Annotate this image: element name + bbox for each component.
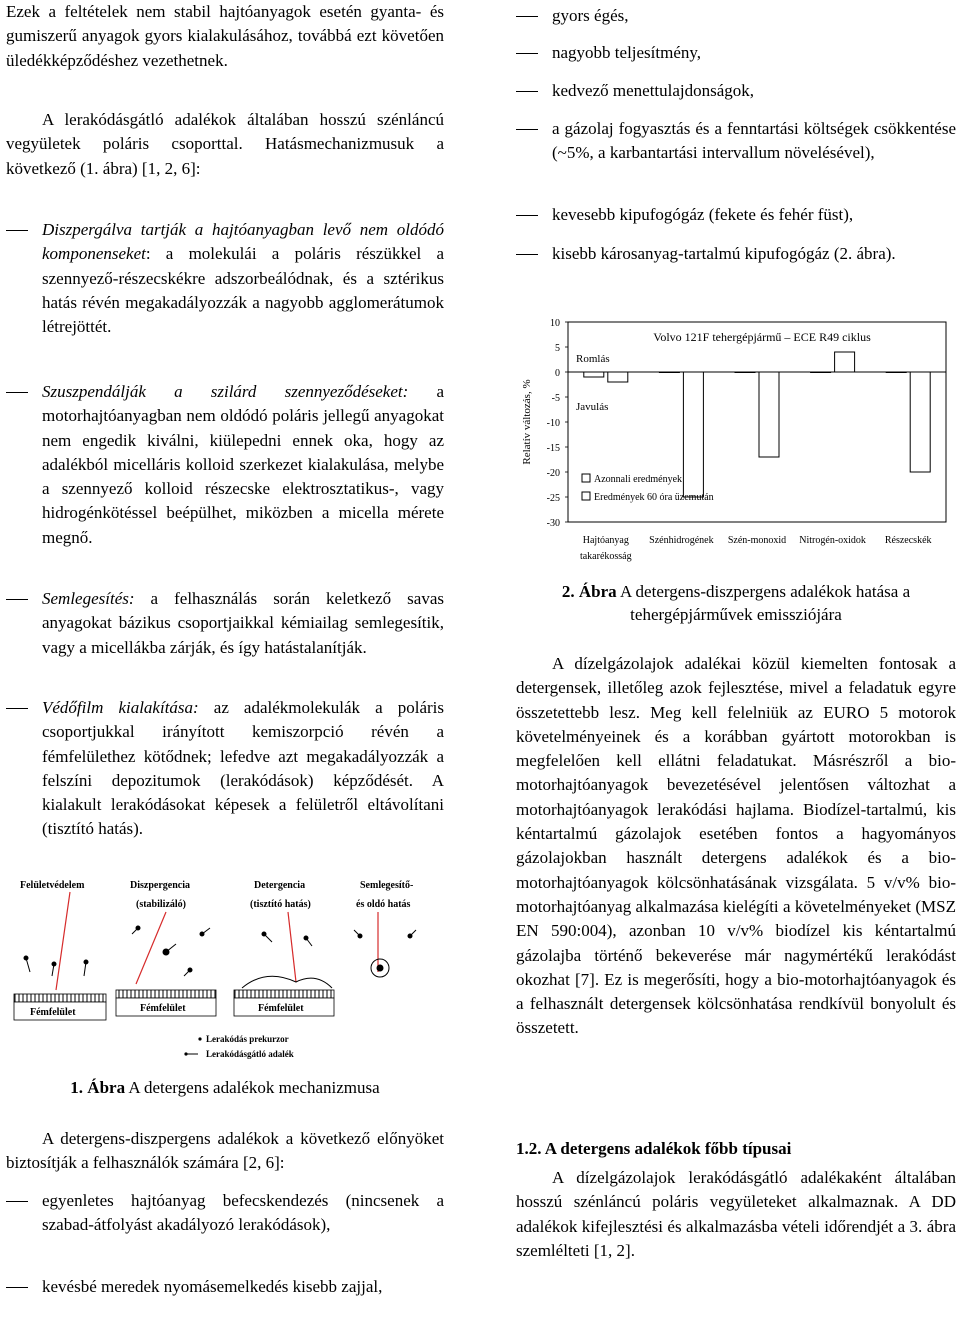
fig1-label-detergency: Detergencia	[254, 880, 306, 891]
y-tick-label: 0	[555, 368, 560, 379]
fig1-molecules	[24, 926, 416, 988]
paragraph-benefits-intro: A detergens-diszpergens adalékok a következő előnyöket biztosítják a felhasználók számára [2, 6]:	[6, 1129, 444, 1173]
bullet-fast-combustion: gyors égés,	[516, 4, 956, 28]
figure-2-caption-number: 2. Ábra	[561, 582, 617, 601]
y-tick-label: -20	[546, 468, 560, 479]
fig1-surface-label-3: Fémfelület	[258, 1003, 304, 1014]
bullet-uniform-injection: egyenletes hajtóanyag befecskendezés (nincsenek a szabad-átfolyást akadályozó lerakódások),	[6, 1189, 444, 1238]
x-category-label-2: Szén-monoxid	[727, 535, 787, 546]
y-tick-label: -15	[546, 443, 560, 454]
y-axis-label: Relatív változás, %	[521, 379, 533, 465]
annotation-worsening: Romlás	[576, 353, 610, 365]
x-category-label-1: Szénhidrogének	[649, 535, 714, 546]
bullet-driving-properties: kedvező menettulajdonságok,	[516, 79, 956, 103]
chart-title: Volvo 121F tehergépjármű – ECE R49 ciklus	[653, 330, 871, 344]
bullet-protective-film-title: Védőfilm kialakítása:	[42, 698, 199, 717]
legend-label-0: Azonnali eredmények	[594, 474, 683, 485]
bullet-neutralizing	[6, 587, 444, 660]
x-category-label-0: takarékosság	[579, 551, 632, 562]
fig1-surface-label-2: Fémfelület	[140, 1003, 186, 1014]
fig1-label-cleaning: (tisztító hatás)	[250, 899, 311, 910]
bar-immediate-0	[584, 372, 604, 377]
fig1-pointer-lines	[56, 892, 378, 990]
bullet-suspending-title: Szuszpendálják a szilárd szennyeződéseket:	[42, 382, 409, 401]
figure-1-mechanism	[6, 872, 444, 1062]
figure-1-caption-number: 1. Ábra	[70, 1078, 126, 1097]
legend-swatch-1	[582, 492, 590, 500]
bullet-dispersing	[6, 218, 444, 339]
bar-immediate-4	[886, 372, 906, 373]
bar-immediate-1	[659, 372, 679, 373]
x-category-label-4: Részecskék	[884, 535, 932, 546]
bullet-protective-film	[6, 696, 444, 842]
y-tick-label: 5	[555, 343, 560, 354]
paragraph-detergent-types: A dízelgázolajok lerakódásgátló adalékaként általában hosszú szénláncú poláris vegyületeket alkalmaznak. A DD adalékok kifejlesztési és alkalmazásba vételi időrendjét a 3. ábra szemlélteti [1, 2].	[516, 1168, 956, 1260]
paragraph-intro: Ezek a feltételek nem stabil hajtóanyagok esetén gyanta- és gumiszerű anyagok gyors kialakulásához, továbbá ezt követően üledékképződéshez vezethetnek.	[6, 2, 444, 70]
figure-1-caption-text: A detergens adalékok mechanizmusa	[125, 1078, 380, 1097]
fig1-label-dispersancy: Diszpergencia	[130, 880, 190, 891]
fig1-label-surface-protection: Felületvédelem	[20, 880, 85, 891]
bullet-higher-performance: nagyobb teljesítmény,	[516, 41, 956, 65]
bullet-protective-film-text: az adalékmolekulák a poláris csoportjukkal irányított kemiszorpció révén a fémfelülethez kötődnek; lefedve azt megakadályozzák a felszíni depozitumok (lerakódások) képződését. A kialakult lerakódásokat képesek a felületről eltávolítani (tisztító hatás).	[42, 698, 444, 839]
y-tick-label: 10	[550, 318, 560, 329]
bullet-less-exhaust: kevesebb kipufogógáz (fekete és fehér füst),	[516, 203, 956, 227]
bullet-neutralizing-title: Semlegesítés:	[42, 589, 135, 608]
y-tick-label: -5	[551, 393, 560, 404]
bullet-dispersing-text: : a molekulái a poláris részükkel a szennyező-részecskékre adszorbeálódnak, és a sztérikus hatás révén megakadályozzák a nagyobb agglomerátumok létrejöttét.	[42, 244, 444, 337]
figure-1-caption	[6, 1076, 444, 1099]
bullet-neutralizing-text: a felhasználás során keletkező savas anyagokat bázikus csoportjaikkal kémiailag semlegesítik, vagy a micellákba zárják, és így hatástalanítják.	[42, 589, 444, 657]
bullet-dispersing-title: Diszpergálva tartják a hajtóanyagban levő nem oldódó komponenseket	[42, 220, 444, 264]
bar-immediate-3	[811, 372, 831, 373]
y-tick-label: -25	[546, 493, 560, 504]
fig1-legend-additive: Lerakódásgátló adalék	[206, 1049, 294, 1059]
annotation-improvement: Javulás	[576, 401, 609, 413]
bar-60h-3	[835, 352, 855, 372]
figure-2-caption	[516, 580, 956, 626]
fig1-label-dissolving: és oldó hatás	[356, 899, 411, 910]
bullet-suspending	[6, 380, 444, 550]
legend-swatch-0	[582, 474, 590, 482]
paragraph-detergent-development: A dízelgázolajok adalékai közül kiemelten fontosak a detergensek, illetőleg azok fejlesztése, mivel a feladatuk egyre összetettebb lesz. Meg kell felelniük az EURO 5 motorok követelményeinek és a korábban gyártott motorokban is megfelelően kell ellátni feladatukat. Másrészről a bio-motorhajtóanyagok bevezetésével jelentősen változhat a motorhajtóanyagok lerakódási hajlama. Biodízel-tartalmú, kis kéntartalmú gázolajok esetében fontos a hagyományos gázolajokban használt detergens adalékok és a bio-motorhajtóanyagok kölcsönhatásának vizsgálata. 5 v/v% bio-motorhajtóanyag alkalmazása kielégíti a követelményeket (MSZ EN 590:004), azonban 10 v/v% biodízel kis kéntartalmú gázolajba történő bekeverése már nagymértékű lerakódást okozhat [7]. Ez is megerősíti, hogy a bio-motorhajtóanyagok és a felhasznált detergensek kölcsönhatása rendkívül bonyolult és összetett.	[516, 654, 956, 1038]
bullet-lower-emissions: kisebb károsanyag-tartalmú kipufogógáz (2. ábra).	[516, 242, 956, 266]
section-heading-detergent-types: 1.2. A detergens adalékok főbb típusai	[516, 1139, 792, 1158]
bar-60h-2	[759, 372, 779, 457]
bar-60h-1	[683, 372, 703, 497]
fig1-surface-label-1: Fémfelület	[30, 1007, 76, 1018]
bullet-pressure-rise: kevésbé meredek nyomásemelkedés kisebb zajjal,	[6, 1275, 444, 1299]
fig1-label-neutralizing: Semlegesítő-	[360, 880, 414, 891]
figure-2-emission-chart	[516, 310, 956, 570]
paragraph-mechanism: A lerakódásgátló adalékok általában hosszú szénláncú vegyületek poláris csoporttal. Hatásmechanizmusuk a következő (1. ábra) [1, 2, 6]:	[6, 110, 444, 178]
bullet-fuel-consumption: a gázolaj fogyasztás és a fenntartási költségek csökkentése (~5%, a karbantartási intervallum növelésével),	[516, 117, 956, 166]
figure-2-caption-text: A detergens-diszpergens adalékok hatása a tehergépjárművek emissziójára	[616, 582, 911, 624]
fig1-legend-precursor: Lerakódás prekurzor	[206, 1034, 289, 1044]
y-tick-label: -10	[546, 418, 560, 429]
bullet-suspending-text: a motorhajtóanyagban nem oldódó poláris jellegű anyagokat nem engedik kiválni, kiülepedni ennek oka, hogy az adalékból micelláris kolloid szerkezet kialakulása, melybe a szennyező kolloid részecske elektrosztatikus-, vagy hidrogénkötéssel beépülhet, miközben a micella mérete megnő.	[42, 382, 444, 547]
bar-immediate-2	[735, 372, 755, 373]
y-tick-label: -30	[546, 518, 560, 529]
bar-60h-0	[608, 372, 628, 382]
bar-60h-4	[910, 372, 930, 472]
x-category-label-0: Hajtóanyag	[582, 535, 629, 546]
legend-label-1: Eredmények 60 óra üzemután	[594, 492, 714, 503]
fig1-label-stabilizing: (stabilizáló)	[136, 899, 186, 910]
x-category-label-3: Nitrogén-oxidok	[799, 535, 866, 546]
